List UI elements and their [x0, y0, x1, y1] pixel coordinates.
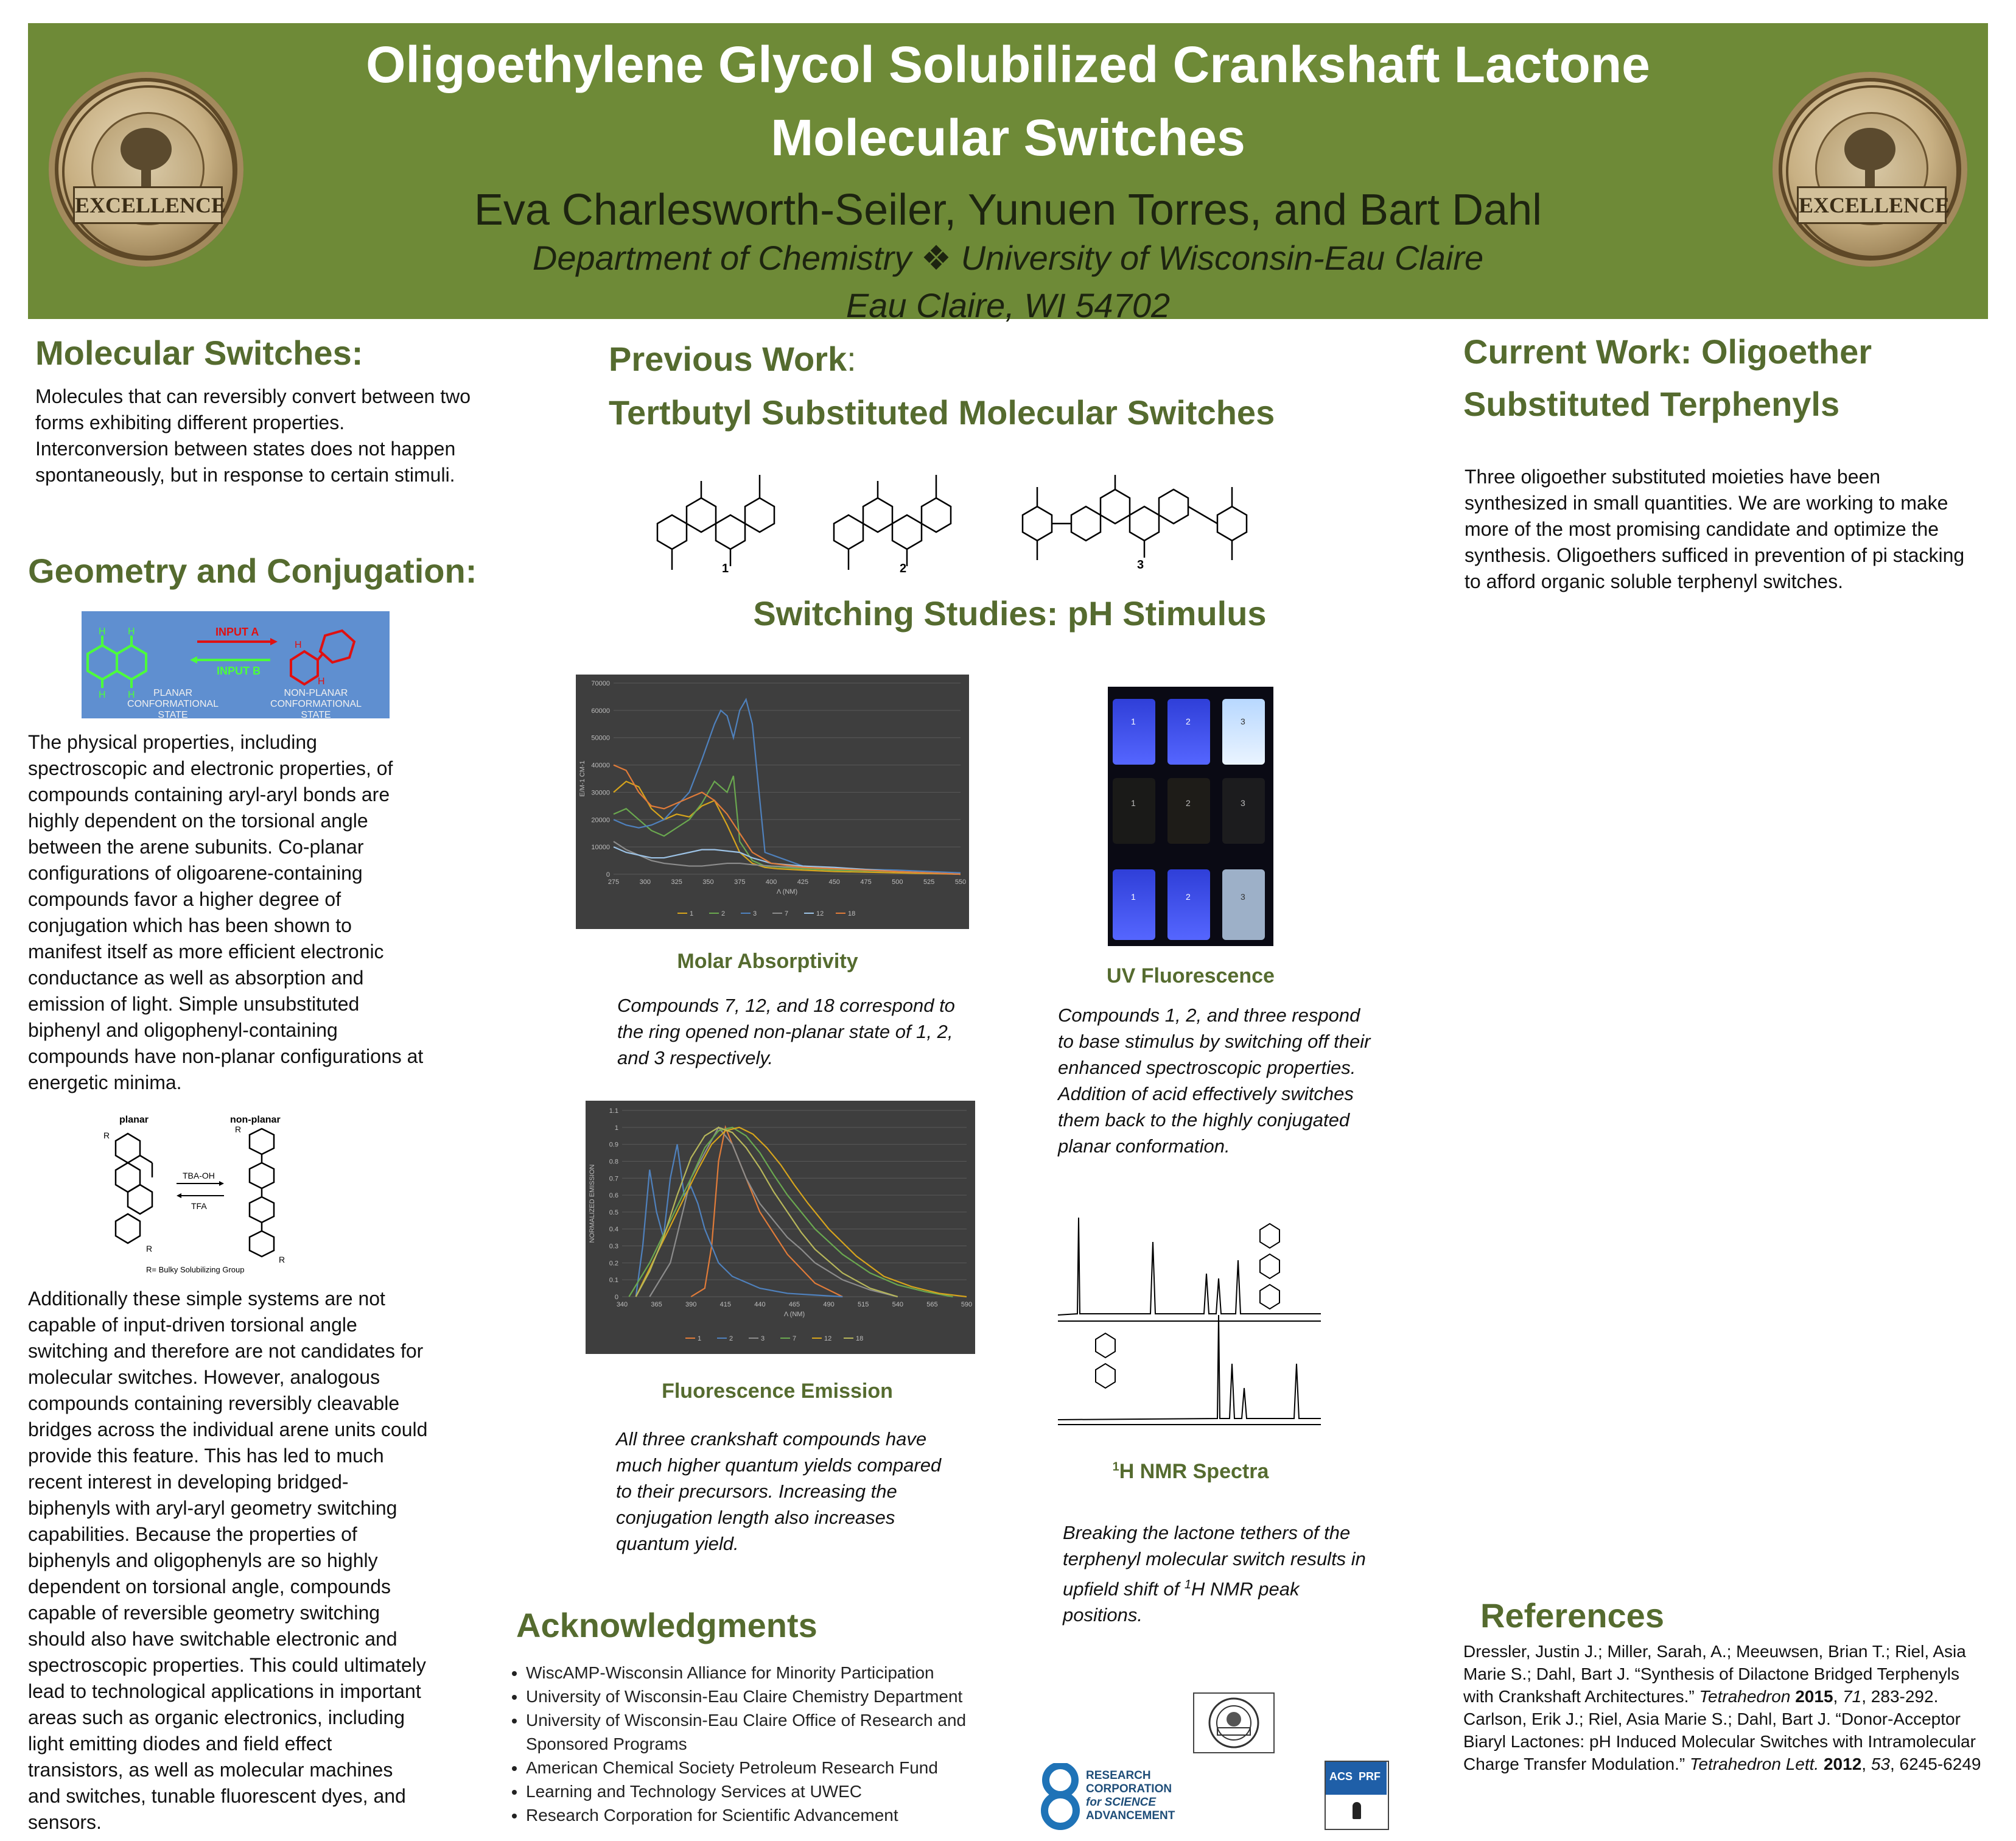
switching-studies-heading — [0, 593, 2016, 634]
department — [28, 236, 1988, 280]
nmr-spectra-svg — [1053, 1205, 1339, 1437]
acknowledgment-item: • University of Wisconsin-Eau Claire Chemistry Department — [526, 1685, 1015, 1708]
y-tick-label: 20000 — [591, 816, 610, 824]
reference-2-pages: , 6245-6249 — [1890, 1755, 1981, 1773]
acknowledgment-item: • Learning and Technology Services at UWEC — [526, 1780, 1015, 1803]
previous-work-title: Previous Work — [609, 340, 847, 378]
y-tick-label: 0.5 — [609, 1208, 618, 1216]
rc-logo-text — [1086, 1769, 1175, 1823]
hydrogen-label: H — [99, 626, 106, 637]
x-tick-label: 325 — [671, 878, 682, 886]
references-heading: References — [1480, 1596, 1664, 1635]
compound-1-label: 1 — [722, 562, 729, 575]
r-group-label: R — [279, 1255, 285, 1264]
x-axis-label: Λ (NM) — [776, 888, 798, 896]
vial-label: 3 — [1241, 798, 1245, 808]
x-tick-label: 465 — [788, 1301, 800, 1308]
y-tick-label: 1 — [614, 1124, 618, 1132]
switching-scheme — [91, 1110, 359, 1281]
nmr-caption-text: H NMR Spectra — [1119, 1460, 1269, 1483]
research-corporation-logo-icon — [1036, 1763, 1194, 1830]
acknowledgment-item: • University of Wisconsin-Eau Claire Office of Research and Sponsored Programs — [526, 1708, 1015, 1756]
current-work-heading-line2: Substituted Terphenyls — [1463, 385, 1840, 423]
x-tick-label: 375 — [734, 878, 746, 886]
uv-fluorescence-caption: UV Fluorescence — [1107, 964, 1275, 987]
legend-label: 7 — [785, 910, 789, 917]
geometry-text-2: Additionally these simple systems are not capable of input-driven torsional angle switching and therefore are not candidates for molecular switches. However, analogous compounds containing reversibly cleavable bridges across the individual arene units could provide this feature. This has led to much recent interest in developing bridged-biphenyls with aryl-aryl geometry switching capabilities. Because the properties of biphenyls and oligophenyls are so highly dependent on torsional angle, compounds capable of reversible geometry switching should also have switchable electronic and spectroscopic properties. This could ultimately lead to technological applications in important areas such as organic electronics, including light emitting diodes and field effect transistors, as well as molecular machines and switches, tunable fluorescent dyes, and sensors. — [28, 1288, 428, 1833]
nmr-text-superscript: 1 — [1184, 1578, 1192, 1591]
y-tick-label: 0.3 — [609, 1243, 618, 1250]
switching-studies-title: Switching Studies: pH Stimulus — [753, 594, 1267, 633]
emission-caption: Fluorescence Emission — [662, 1380, 893, 1403]
acid-reagent-label: TFA — [191, 1201, 207, 1211]
previous-work-colon: : — [847, 340, 856, 378]
x-tick-label: 490 — [823, 1301, 835, 1308]
reference-1-text: Dressler, Justin J.; Miller, Sarah, A.; Meeuwsen, Brian T.; Riel, Asia Marie S.; Dahl, Bart J. “Synthesis of Dilactone Bridged Terphenyls with Crankshaft Architectures.” — [1463, 1642, 1966, 1706]
current-work-heading-line1: Current Work: Oligoether — [1463, 332, 1872, 371]
y-tick-label: 1.1 — [609, 1107, 618, 1115]
nonplanar-label: non-planar — [230, 1115, 281, 1125]
compound-2-label: 2 — [900, 562, 907, 575]
tertbutyl-compounds-structures — [645, 451, 1339, 584]
x-tick-label: 450 — [828, 878, 840, 886]
r-group-footnote: R= Bulky Solubilizing Group — [146, 1265, 245, 1274]
absorptivity-caption: Molar Absorptivity — [677, 950, 858, 973]
reference-2-text: Carlson, Erik J.; Riel, Asia Marie S.; Dahl, Bart J. “Donor-Acceptor Biaryl Lactones: pH Induced Molecular Switches with Intramolecular Charge Transfer Modulation.” — [1463, 1710, 1976, 1773]
r-group-label: R — [103, 1131, 110, 1140]
nmr-text-part-b: H NMR peak positions. — [1063, 1578, 1300, 1626]
legend-label: 18 — [848, 910, 856, 917]
x-tick-label: 275 — [607, 878, 620, 886]
planar-state-label: PLANAR CONFORMATIONAL STATE — [127, 688, 219, 720]
y-tick-label: 0.7 — [609, 1175, 618, 1183]
hydrogen-label: H — [318, 676, 325, 687]
hydrogen-label: H — [128, 690, 135, 700]
switching-scheme-svg — [91, 1110, 359, 1281]
university-name: University of Wisconsin-Eau Claire — [961, 239, 1484, 277]
acknowledgment-item: • WiscAMP-Wisconsin Alliance for Minority Participation — [526, 1661, 1015, 1685]
x-tick-label: 350 — [702, 878, 714, 886]
y-tick-label: 0.6 — [609, 1192, 618, 1200]
y-tick-label: 0.2 — [609, 1260, 618, 1268]
x-tick-label: 365 — [651, 1301, 662, 1308]
x-tick-label: 340 — [616, 1301, 628, 1308]
acs-logo-text: ACS — [1329, 1770, 1353, 1783]
nmr-caption-superscript: 1 — [1112, 1460, 1119, 1474]
legend-label: 2 — [729, 1335, 733, 1342]
x-tick-label: 440 — [754, 1301, 766, 1308]
nmr-caption — [1063, 1460, 1318, 1484]
base-reagent-label: TBA-OH — [183, 1171, 215, 1180]
legend-label: 3 — [761, 1335, 765, 1342]
previous-work-heading — [609, 338, 856, 380]
y-tick-label: 0 — [606, 871, 610, 878]
vial-label: 3 — [1241, 717, 1245, 726]
y-tick-label: 60000 — [591, 707, 610, 715]
x-tick-label: 515 — [858, 1301, 869, 1308]
x-tick-label: 525 — [923, 878, 935, 886]
references-list — [1463, 1640, 1987, 1775]
reference-2-year: 2012 — [1823, 1755, 1862, 1773]
reference-1-pages: , 283-292. — [1861, 1687, 1939, 1706]
y-tick-label: 0.8 — [609, 1158, 618, 1166]
x-tick-label: 425 — [797, 878, 809, 886]
authors: Eva Charlesworth-Seiler, Yunuen Torres, and Bart Dahl — [474, 186, 1542, 234]
nmr-spectra — [1053, 1205, 1339, 1437]
acknowledgments-heading: Acknowledgments — [516, 1606, 817, 1644]
r-group-label: R — [235, 1124, 242, 1134]
x-tick-label: 590 — [961, 1301, 973, 1308]
rc-logo-line: for SCIENCE — [1086, 1796, 1157, 1809]
vial-label: 1 — [1131, 892, 1136, 902]
y-axis-label: NORMALIZED EMISSION — [589, 1164, 596, 1243]
reference-2-journal: Tetrahedron Lett. — [1689, 1755, 1819, 1773]
absorptivity-text: Compounds 7, 12, and 18 correspond to the ring opened non-planar state of 1, 2, and 3 respectively. — [617, 995, 955, 1068]
legend-label: 1 — [690, 910, 694, 917]
y-tick-label: 0.9 — [609, 1141, 618, 1149]
nmr-text-part-a: Breaking the lactone tethers of the terphenyl molecular switch results in upfield shift of — [1063, 1522, 1366, 1600]
compound-3-label: 3 — [1137, 558, 1144, 572]
legend-label: 2 — [721, 910, 726, 917]
molecular-switches-text: Molecules that can reversibly convert between two forms exhibiting different properties. Interconversion between states does not happen spontaneously, but in response to certain stimuli. — [35, 385, 471, 486]
reference-2-volume: 53 — [1871, 1755, 1890, 1773]
x-tick-label: 300 — [639, 878, 651, 886]
y-tick-label: 30000 — [591, 789, 610, 797]
series-line-2 — [614, 776, 961, 874]
vial-label: 2 — [1186, 717, 1191, 726]
acs-prf-logo-icon — [1325, 1761, 1389, 1830]
x-tick-label: 390 — [685, 1301, 697, 1308]
input-a-label: INPUT A — [215, 626, 259, 638]
emission-chart — [586, 1101, 975, 1354]
y-axis-label: E/M-1 CM-1 — [579, 760, 586, 797]
vial-label: 3 — [1241, 892, 1245, 902]
x-tick-label: 540 — [892, 1301, 903, 1308]
header-banner — [28, 23, 1988, 324]
acknowledgment-item: • Research Corporation for Scientific Advancement — [526, 1803, 1015, 1827]
x-tick-label: 565 — [926, 1301, 938, 1308]
hydrogen-label: H — [128, 626, 135, 637]
geometry-heading: Geometry and Conjugation: — [28, 552, 477, 590]
nmr-text — [1063, 1520, 1379, 1628]
poster-title-line1: Oligoethylene Glycol Solubilized Crankshaft Lactone — [366, 36, 1650, 93]
reference-1-year: 2015 — [1795, 1687, 1833, 1706]
rc-logo-line: RESEARCH — [1086, 1769, 1151, 1782]
rc-logo-line: CORPORATION — [1086, 1783, 1172, 1795]
university-seal-left-icon — [49, 72, 243, 267]
vial-label: 2 — [1186, 892, 1191, 902]
current-work-text: Three oligoether substituted moieties have been synthesized in small quantities. We are working to make more of the most promising candidate and optimize the synthesis. Oligoethers sufficed in prevention of pi stacking to afford organic soluble terphenyl switches. — [1465, 466, 1965, 592]
reference-1-journal: Tetrahedron — [1699, 1687, 1791, 1706]
reference-1: Dressler, Justin J.; Miller, Sarah, A.; Meeuwsen, Brian T.; Riel, Asia Marie S.; Dahl, Bart J. “Synthesis of Dilactone Bridged Terphenyls with Crankshaft Architectures.” Tetrahedron 2015, 71, 283-292. — [1463, 1642, 1966, 1706]
hydrogen-label: H — [295, 640, 302, 650]
uwec-seal-svg — [1194, 1694, 1273, 1752]
legend-label: 1 — [698, 1335, 702, 1342]
reference-2: Carlson, Erik J.; Riel, Asia Marie S.; Dahl, Bart J. “Donor-Acceptor Biaryl Lactones: pH Induced Molecular Switches with Intramolecular Charge Transfer Modulation.” Tetrahedron Lett. 2012, 53, 6245-6249 — [1463, 1710, 1981, 1773]
nonplanar-state-label: NON-PLANAR CONFORMATIONAL STATE — [270, 688, 362, 720]
poster-title-line2: Molecular Switches — [771, 109, 1245, 166]
location: Eau Claire, WI 54702 — [845, 286, 1171, 324]
emission-chart-svg — [586, 1101, 975, 1354]
emission-text: All three crankshaft compounds have much higher quantum yields compared to their precursors. Increasing the conjugation length also increases quantum yield. — [616, 1428, 942, 1554]
x-tick-label: 500 — [892, 878, 903, 886]
vial-label: 1 — [1131, 717, 1136, 726]
legend-label: 7 — [793, 1335, 797, 1342]
uv-fluorescence-photo — [1108, 687, 1273, 946]
acs-prf-logo-band — [1326, 1762, 1387, 1795]
x-tick-label: 475 — [860, 878, 872, 886]
oil-drop-icon — [1353, 1802, 1361, 1819]
legend-label: 18 — [856, 1335, 864, 1342]
uwec-seal-logo-icon — [1193, 1692, 1275, 1753]
y-tick-label: 70000 — [591, 680, 610, 687]
hydrogen-label: H — [99, 690, 106, 700]
x-tick-label: 400 — [765, 878, 777, 886]
previous-work-subheading: Tertbutyl Substituted Molecular Switches — [609, 393, 1275, 432]
diamond-separator-icon: ❖ — [920, 239, 952, 277]
acknowledgment-item: • American Chemical Society Petroleum Research Fund — [526, 1756, 1015, 1780]
rc-logo-mark — [1036, 1763, 1085, 1830]
molecular-switches-heading: Molecular Switches: — [35, 334, 363, 372]
rc-logo-line: ADVANCEMENT — [1086, 1809, 1175, 1822]
vial-label: 1 — [1131, 798, 1136, 808]
university-seal-right-icon — [1773, 72, 1967, 267]
legend-label: 12 — [816, 910, 824, 917]
x-tick-label: 415 — [719, 1301, 731, 1308]
uv-fluorescence-text: Compounds 1, 2, and three respond to base stimulus by switching off their enhanced spectroscopic properties. Addition of acid effectively switches them back to the highly conjugated planar conformation. — [1058, 1005, 1371, 1157]
input-b-label: INPUT B — [217, 665, 261, 677]
y-tick-label: 10000 — [591, 844, 610, 852]
vial-label: 2 — [1186, 798, 1191, 808]
department-name: Department of Chemistry — [532, 239, 912, 277]
legend-label: 3 — [753, 910, 757, 917]
prf-logo-text: PRF — [1359, 1770, 1381, 1783]
seal-banner-text: EXCELLENCE — [73, 186, 223, 224]
y-tick-label: 0.1 — [609, 1277, 618, 1285]
x-tick-label: 550 — [954, 878, 967, 886]
legend-label: 12 — [824, 1335, 832, 1342]
y-tick-label: 0 — [614, 1294, 618, 1301]
r-group-label: R — [146, 1244, 153, 1254]
absorptivity-chart — [576, 675, 969, 929]
x-axis-label: Λ (NM) — [783, 1311, 805, 1318]
reference-1-volume: 71 — [1843, 1687, 1862, 1706]
y-tick-label: 0.4 — [609, 1226, 618, 1233]
acknowledgments-list — [504, 1661, 1015, 1827]
absorptivity-chart-svg — [576, 675, 969, 929]
compounds-svg — [645, 451, 1339, 584]
planar-label: planar — [119, 1115, 149, 1125]
y-tick-label: 50000 — [591, 734, 610, 742]
series-line-2 — [636, 1145, 843, 1297]
geometry-text-1: The physical properties, including spectroscopic and electronic properties, of compounds containing aryl-aryl bonds are highly dependent on the torsional angle between the arene subunits. Co-planar configurations of oligoarene-containing compounds favor a higher degree of conjugation which has been shown to manifest itself as more efficient electronic conductance as well as absorption and emission of light. Simple unsubstituted biphenyl and oligophenyl-containing compounds have non-planar configurations at energetic minima. — [28, 731, 424, 1093]
uv-vials-svg — [1108, 687, 1273, 946]
seal-banner-text: EXCELLENCE — [1797, 186, 1947, 224]
y-tick-label: 40000 — [591, 762, 610, 770]
